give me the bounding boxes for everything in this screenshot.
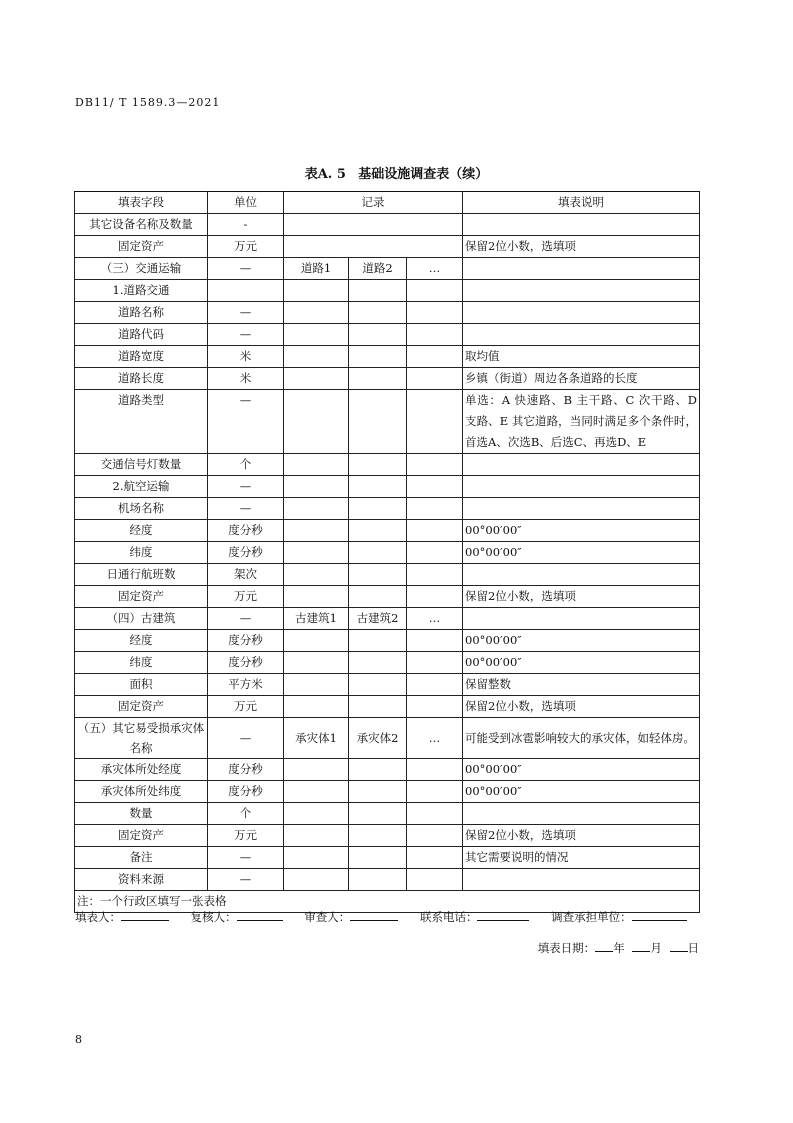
record-cell[interactable] [349, 498, 407, 520]
field-cell: 固定资产 [75, 586, 208, 608]
field-cell: 资料来源 [75, 869, 208, 891]
desc-cell: 乡镇（街道）周边各条道路的长度 [463, 368, 700, 390]
record-cell[interactable] [284, 368, 349, 390]
field-cell: （四）古建筑 [75, 608, 208, 630]
desc-cell: 保留2位小数，选填项 [463, 825, 700, 847]
unit-cell: — [208, 498, 284, 520]
record-cell[interactable] [284, 847, 349, 869]
field-cell: 面积 [75, 674, 208, 696]
record-cell[interactable]: 古建筑2 [349, 608, 407, 630]
record-cell[interactable] [407, 476, 463, 498]
desc-cell: 00°00′00″ [463, 630, 700, 652]
phone-label: 联系电话： [419, 910, 478, 924]
field-cell: 数量 [75, 803, 208, 825]
table-row [75, 803, 700, 825]
record-cell[interactable] [407, 280, 463, 302]
record-cell[interactable] [407, 759, 463, 781]
record-cell[interactable] [407, 564, 463, 586]
table-row [75, 564, 700, 586]
table-title [0, 163, 793, 182]
record-cell[interactable] [407, 368, 463, 390]
desc-cell: 可能受到冰雹影响较大的承灾体，如轻体房。 [463, 718, 700, 759]
signature-auditor [304, 910, 398, 924]
field-cell: 备注 [75, 847, 208, 869]
record-cell[interactable]: 道路1 [284, 258, 349, 280]
unit-cell [208, 280, 284, 302]
record-cell[interactable]: … [407, 718, 463, 759]
desc-cell: 00°00′00″ [463, 652, 700, 674]
record-cell[interactable] [284, 803, 349, 825]
table-row [75, 324, 700, 346]
field-cell: 经度 [75, 520, 208, 542]
record-cell[interactable] [349, 825, 407, 847]
unit-cell: 个 [208, 803, 284, 825]
record-cell[interactable] [349, 803, 407, 825]
field-cell: （三）交通运输 [75, 258, 208, 280]
desc-cell [463, 803, 700, 825]
record-cell[interactable] [284, 652, 349, 674]
signature-line [75, 909, 687, 925]
table-row [75, 586, 700, 608]
table-row [75, 781, 700, 803]
table-row [75, 302, 700, 324]
table-note: 注：一个行政区填写一张表格 [75, 891, 700, 913]
page-number: 8 [75, 1033, 82, 1046]
day-label: 日 [687, 941, 699, 955]
unit-cell: 度分秒 [208, 542, 284, 564]
record-cell[interactable] [284, 498, 349, 520]
record-cell[interactable]: 承灾体2 [349, 718, 407, 759]
table-row [75, 825, 700, 847]
record-cell[interactable] [284, 869, 349, 891]
record-cell[interactable] [284, 696, 349, 718]
unit-cell: 米 [208, 346, 284, 368]
record-cell[interactable] [407, 696, 463, 718]
header-row [75, 192, 700, 214]
record-cell[interactable] [349, 454, 407, 476]
unit-cell: 万元 [208, 696, 284, 718]
table-caption: 基础设施调查表（续） [358, 167, 489, 182]
table-row [75, 608, 700, 630]
record-cell[interactable] [349, 390, 407, 454]
record-cell[interactable] [349, 368, 407, 390]
desc-cell: 其它需要说明的情况 [463, 847, 700, 869]
field-cell: 1.道路交通 [75, 280, 208, 302]
desc-cell: 00°00′00″ [463, 520, 700, 542]
desc-cell [463, 608, 700, 630]
field-cell: 经度 [75, 630, 208, 652]
unit-cell: — [208, 302, 284, 324]
day-blank[interactable] [670, 940, 688, 952]
desc-cell: 单选：A 快速路、B 主干路、C 次干路、D 支路、E 其它道路，当同时满足多个条件时，首选A、次选B、后选C、再选D、E [463, 390, 700, 454]
record-cell[interactable] [284, 564, 349, 586]
table-row [75, 847, 700, 869]
record-cell[interactable] [349, 520, 407, 542]
record-cell[interactable] [284, 214, 463, 236]
record-cell[interactable] [284, 586, 349, 608]
field-cell: 其它设备名称及数量 [75, 214, 208, 236]
record-cell[interactable] [284, 759, 349, 781]
record-cell[interactable] [349, 542, 407, 564]
field-cell: 纬度 [75, 652, 208, 674]
filler-label: 填表人： [75, 910, 121, 924]
desc-cell [463, 498, 700, 520]
unit-cell: 万元 [208, 825, 284, 847]
signature-reviewer [191, 910, 283, 924]
unit-cell: 度分秒 [208, 781, 284, 803]
field-cell: 固定资产 [75, 825, 208, 847]
unit-cell: 度分秒 [208, 759, 284, 781]
table-row [75, 236, 700, 258]
table-row [75, 280, 700, 302]
record-cell[interactable] [349, 674, 407, 696]
record-cell[interactable] [284, 825, 349, 847]
col-header-desc: 填表说明 [463, 192, 700, 214]
desc-cell [463, 869, 700, 891]
year-label: 年 [613, 941, 625, 955]
standard-code: DB11/ T 1589.3—2021 [75, 96, 221, 109]
field-cell: 承灾体所处经度 [75, 759, 208, 781]
auditor-blank[interactable] [350, 909, 398, 921]
record-cell[interactable] [349, 652, 407, 674]
record-cell[interactable] [407, 542, 463, 564]
desc-cell: 保留2位小数，选填项 [463, 586, 700, 608]
desc-cell: 保留整数 [463, 674, 700, 696]
desc-cell [463, 454, 700, 476]
unit-cell: 米 [208, 368, 284, 390]
unit-cell: — [208, 869, 284, 891]
desc-cell [463, 564, 700, 586]
record-cell[interactable] [407, 674, 463, 696]
table-row [75, 346, 700, 368]
unit-blank[interactable] [632, 909, 687, 921]
field-cell: 日通行航班数 [75, 564, 208, 586]
record-cell[interactable] [284, 454, 349, 476]
auditor-label: 审查人： [304, 910, 351, 924]
unit-cell: 度分秒 [208, 630, 284, 652]
record-cell[interactable] [349, 586, 407, 608]
desc-cell: 00°00′00″ [463, 542, 700, 564]
signature-filler [75, 910, 169, 924]
col-header-field: 填表字段 [75, 192, 208, 214]
record-cell[interactable] [407, 847, 463, 869]
record-cell[interactable] [284, 542, 349, 564]
desc-cell [463, 258, 700, 280]
field-cell: 道路类型 [75, 390, 208, 454]
record-cell[interactable] [407, 652, 463, 674]
record-cell[interactable] [284, 280, 349, 302]
record-cell[interactable] [284, 302, 349, 324]
table-row [75, 368, 700, 390]
reviewer-label: 复核人： [190, 910, 237, 924]
record-cell[interactable] [284, 390, 349, 454]
unit-cell: — [208, 847, 284, 869]
desc-cell: 00°00′00″ [463, 781, 700, 803]
record-cell[interactable]: … [407, 258, 463, 280]
record-cell[interactable] [284, 324, 349, 346]
table-row [75, 390, 700, 454]
field-cell: 2.航空运输 [75, 476, 208, 498]
field-cell: 机场名称 [75, 498, 208, 520]
record-cell[interactable] [407, 454, 463, 476]
phone-blank[interactable] [477, 909, 529, 921]
desc-cell [463, 476, 700, 498]
unit-cell: 度分秒 [208, 520, 284, 542]
record-cell[interactable] [349, 759, 407, 781]
record-cell[interactable] [407, 586, 463, 608]
signature-phone [420, 910, 530, 924]
record-cell[interactable] [284, 346, 349, 368]
table-row [75, 652, 700, 674]
record-cell[interactable] [407, 803, 463, 825]
table-row [75, 476, 700, 498]
table-row [75, 454, 700, 476]
desc-cell [463, 214, 700, 236]
unit-cell: 万元 [208, 236, 284, 258]
unit-label: 调查承担单位： [551, 910, 632, 924]
record-cell[interactable] [349, 302, 407, 324]
desc-cell: 保留2位小数，选填项 [463, 236, 700, 258]
record-cell[interactable] [407, 346, 463, 368]
table-number: 表A. 5 [304, 167, 346, 182]
reviewer-blank[interactable] [237, 909, 283, 921]
record-cell[interactable] [349, 781, 407, 803]
record-cell[interactable] [284, 630, 349, 652]
table-row [75, 696, 700, 718]
field-cell: 固定资产 [75, 696, 208, 718]
unit-cell: — [208, 718, 284, 759]
record-cell[interactable] [284, 236, 463, 258]
unit-cell: 平方米 [208, 674, 284, 696]
unit-cell: — [208, 476, 284, 498]
col-header-unit: 单位 [208, 192, 284, 214]
record-cell[interactable] [407, 302, 463, 324]
record-cell[interactable] [349, 280, 407, 302]
record-cell[interactable] [284, 476, 349, 498]
record-cell[interactable] [349, 869, 407, 891]
record-cell[interactable] [349, 564, 407, 586]
record-cell[interactable] [407, 390, 463, 454]
field-cell: 道路长度 [75, 368, 208, 390]
record-cell[interactable] [407, 520, 463, 542]
record-cell[interactable] [284, 674, 349, 696]
record-cell[interactable] [349, 476, 407, 498]
unit-cell: — [208, 324, 284, 346]
record-cell[interactable] [407, 498, 463, 520]
field-cell: 交通信号灯数量 [75, 454, 208, 476]
unit-cell: 架次 [208, 564, 284, 586]
field-cell: 道路宽度 [75, 346, 208, 368]
record-cell[interactable] [349, 630, 407, 652]
field-cell: 道路名称 [75, 302, 208, 324]
unit-cell: 个 [208, 454, 284, 476]
table-row [75, 214, 700, 236]
unit-cell: — [208, 390, 284, 454]
desc-cell [463, 324, 700, 346]
date-line [538, 940, 699, 956]
table-row [75, 759, 700, 781]
record-cell[interactable]: … [407, 608, 463, 630]
record-cell[interactable] [407, 825, 463, 847]
record-cell[interactable] [407, 781, 463, 803]
unit-cell: 万元 [208, 586, 284, 608]
record-cell[interactable] [349, 847, 407, 869]
record-cell[interactable]: 古建筑1 [284, 608, 349, 630]
table-row [75, 542, 700, 564]
table-row [75, 520, 700, 542]
unit-cell: - [208, 214, 284, 236]
desc-cell: 00°00′00″ [463, 759, 700, 781]
month-label: 月 [650, 941, 662, 955]
table-row [75, 869, 700, 891]
field-cell: 纬度 [75, 542, 208, 564]
field-cell: （五）其它易受损承灾体名称 [75, 718, 208, 759]
desc-cell: 取均值 [463, 346, 700, 368]
field-cell: 承灾体所处纬度 [75, 781, 208, 803]
field-cell: 道路代码 [75, 324, 208, 346]
table-row [75, 718, 700, 759]
record-cell[interactable]: 承灾体1 [284, 718, 349, 759]
signature-unit [551, 910, 687, 924]
table-row [75, 630, 700, 652]
record-cell[interactable] [407, 869, 463, 891]
record-cell[interactable]: 道路2 [349, 258, 407, 280]
record-cell[interactable] [349, 324, 407, 346]
record-cell[interactable] [407, 630, 463, 652]
desc-cell [463, 302, 700, 324]
month-blank[interactable] [632, 940, 650, 952]
filler-blank[interactable] [121, 909, 169, 921]
record-cell[interactable] [407, 324, 463, 346]
unit-cell: — [208, 608, 284, 630]
record-cell[interactable] [284, 781, 349, 803]
field-cell: 固定资产 [75, 236, 208, 258]
desc-cell: 保留2位小数，选填项 [463, 696, 700, 718]
table-row [75, 258, 700, 280]
unit-cell: — [208, 258, 284, 280]
record-cell[interactable] [284, 520, 349, 542]
survey-table [74, 191, 700, 913]
table-row [75, 674, 700, 696]
desc-cell [463, 280, 700, 302]
year-blank[interactable] [595, 940, 613, 952]
date-label: 填表日期： [537, 941, 596, 955]
unit-cell: 度分秒 [208, 652, 284, 674]
table-row [75, 498, 700, 520]
col-header-record: 记录 [284, 192, 463, 214]
record-cell[interactable] [349, 346, 407, 368]
record-cell[interactable] [349, 696, 407, 718]
